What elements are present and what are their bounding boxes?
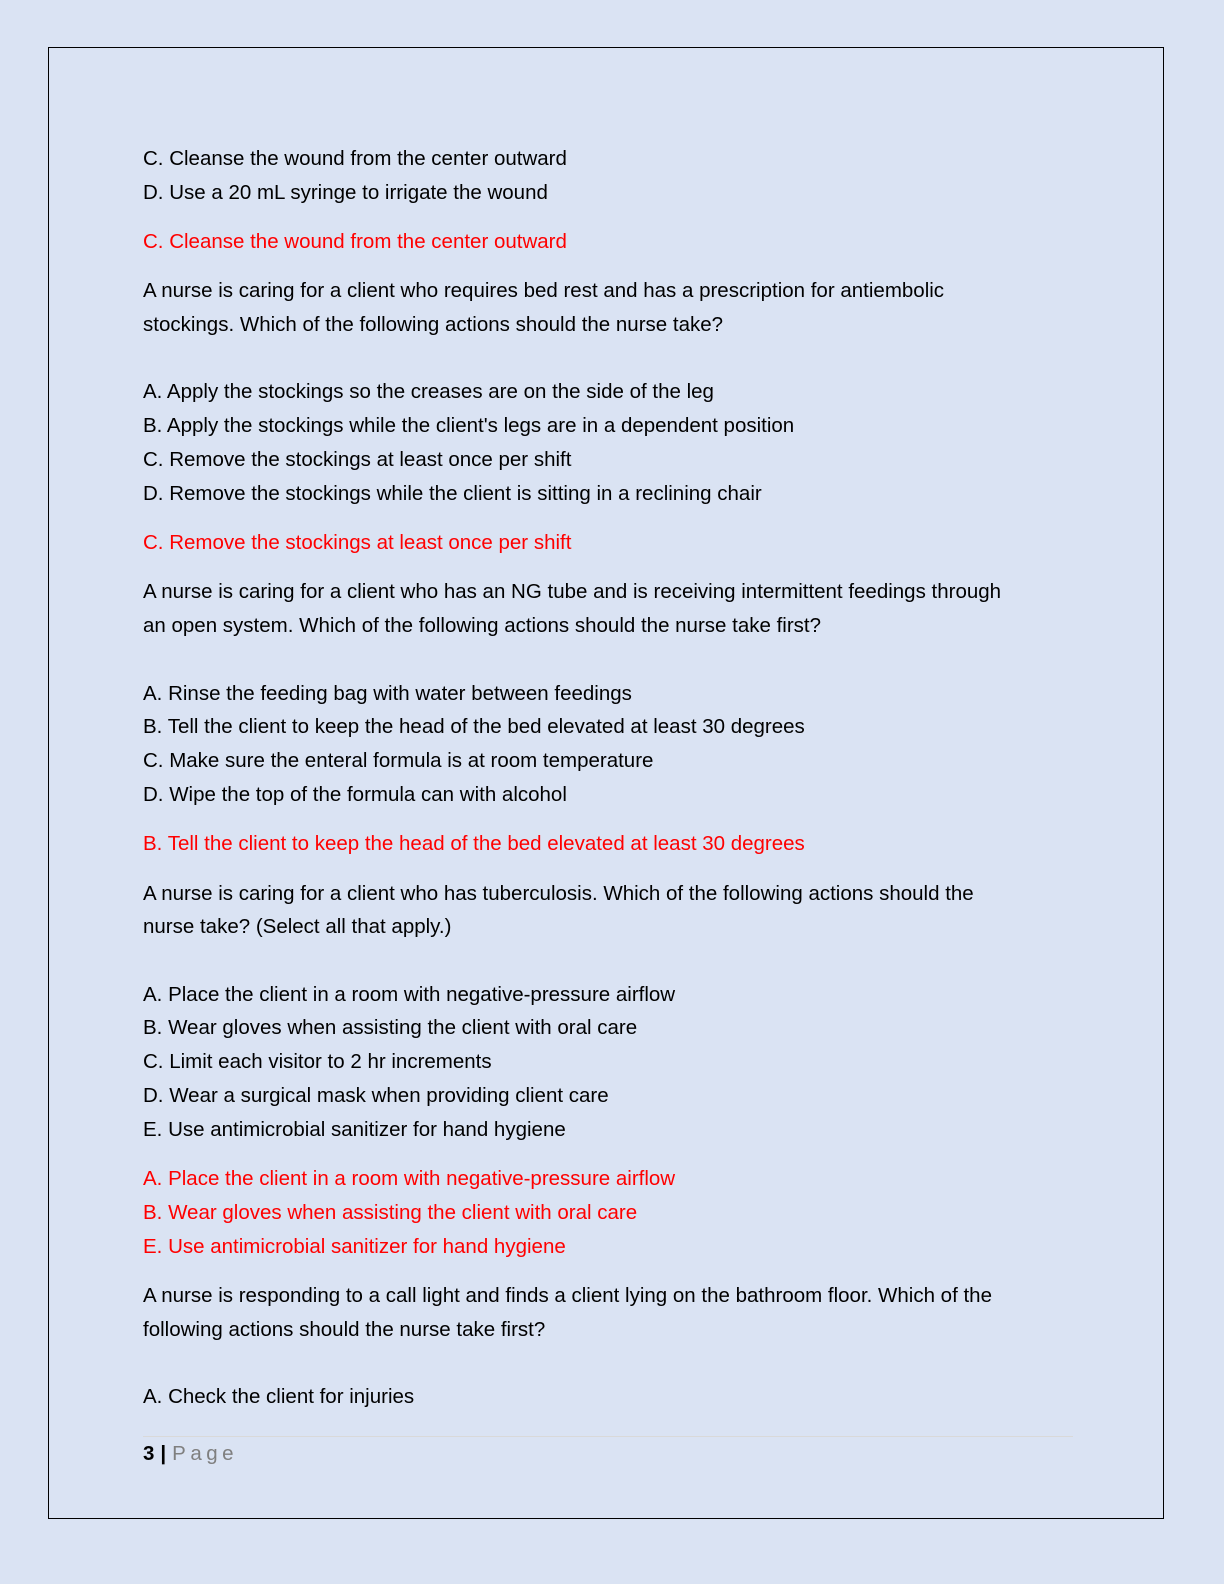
- question-stem-line: an open system. Which of the following actions should the nurse take first?: [143, 614, 822, 638]
- question-stem-line: A nurse is responding to a call light and finds a client lying on the bathroom floor. Which of the: [143, 1284, 992, 1308]
- q2-options: [143, 375, 1083, 510]
- answer-line: C. Cleanse the wound from the center outward: [143, 230, 567, 254]
- option-line: C. Limit each visitor to 2 hr increments: [143, 1050, 492, 1074]
- q3-stem: [143, 575, 1083, 643]
- answer-line: B. Wear gloves when assisting the client with oral care: [143, 1200, 638, 1224]
- option-line: D. Wear a surgical mask when providing client care: [143, 1084, 609, 1108]
- q1-answer: [143, 225, 1083, 259]
- option-line: A. Rinse the feeding bag with water between feedings: [143, 681, 632, 705]
- question-stem-line: following actions should the nurse take first?: [143, 1317, 546, 1341]
- option-line: C. Make sure the enteral formula is at room temperature: [143, 749, 654, 773]
- answer-line: E. Use antimicrobial sanitizer for hand hygiene: [143, 1234, 566, 1258]
- option-line: B. Tell the client to keep the head of the bed elevated at least 30 degrees: [143, 715, 805, 739]
- q2-answer: [143, 526, 1083, 560]
- page-number: 3: [143, 1442, 155, 1465]
- option-line: E. Use antimicrobial sanitizer for hand hygiene: [143, 1117, 566, 1141]
- option-line: D. Wipe the top of the formula can with alcohol: [143, 782, 567, 806]
- option-line: C. Cleanse the wound from the center outward: [143, 147, 567, 170]
- question-stem-line: A nurse is caring for a client who requires bed rest and has a prescription for antiembolic: [143, 279, 945, 303]
- page-label: Page: [172, 1442, 239, 1465]
- q5-stem: [143, 1279, 1083, 1347]
- q4-options: [143, 978, 1083, 1147]
- page-footer: [143, 1439, 238, 1469]
- option-line: D. Use a 20 mL syringe to irrigate the wound: [143, 180, 548, 204]
- q2-stem: [143, 274, 1083, 342]
- answer-line: B. Tell the client to keep the head of the bed elevated at least 30 degrees: [143, 832, 805, 856]
- question-stem-line: stockings. Which of the following actions should the nurse take?: [143, 313, 724, 337]
- option-line: A. Place the client in a room with negative-pressure airflow: [143, 982, 676, 1006]
- option-line: C. Remove the stockings at least once per shift: [143, 448, 572, 472]
- document-body: [143, 142, 1083, 1414]
- question-stem-line: A nurse is caring for a client who has tuberculosis. Which of the following actions should the: [143, 881, 974, 905]
- question-stem-line: A nurse is caring for a client who has an NG tube and is receiving intermittent feedings through: [143, 580, 1002, 604]
- q1-options: [143, 142, 1083, 210]
- q4-stem: [143, 877, 1083, 945]
- option-line: A. Apply the stockings so the creases are on the side of the leg: [143, 380, 714, 404]
- question-stem-line: nurse take? (Select all that apply.): [143, 915, 452, 939]
- option-line: A. Check the client for injuries: [143, 1385, 415, 1409]
- option-line: D. Remove the stockings while the client is sitting in a reclining chair: [143, 481, 762, 505]
- q5-options: [143, 1380, 1083, 1414]
- option-line: B. Apply the stockings while the client's legs are in a dependent position: [143, 414, 795, 438]
- footer-separator: |: [160, 1442, 167, 1465]
- answer-line: A. Place the client in a room with negative-pressure airflow: [143, 1167, 676, 1191]
- q4-answer: [143, 1162, 1083, 1263]
- footer-divider: [143, 1436, 1073, 1437]
- option-line: B. Wear gloves when assisting the client with oral care: [143, 1016, 638, 1040]
- q3-options: [143, 677, 1083, 812]
- answer-line: C. Remove the stockings at least once per shift: [143, 531, 572, 555]
- q3-answer: [143, 827, 1083, 861]
